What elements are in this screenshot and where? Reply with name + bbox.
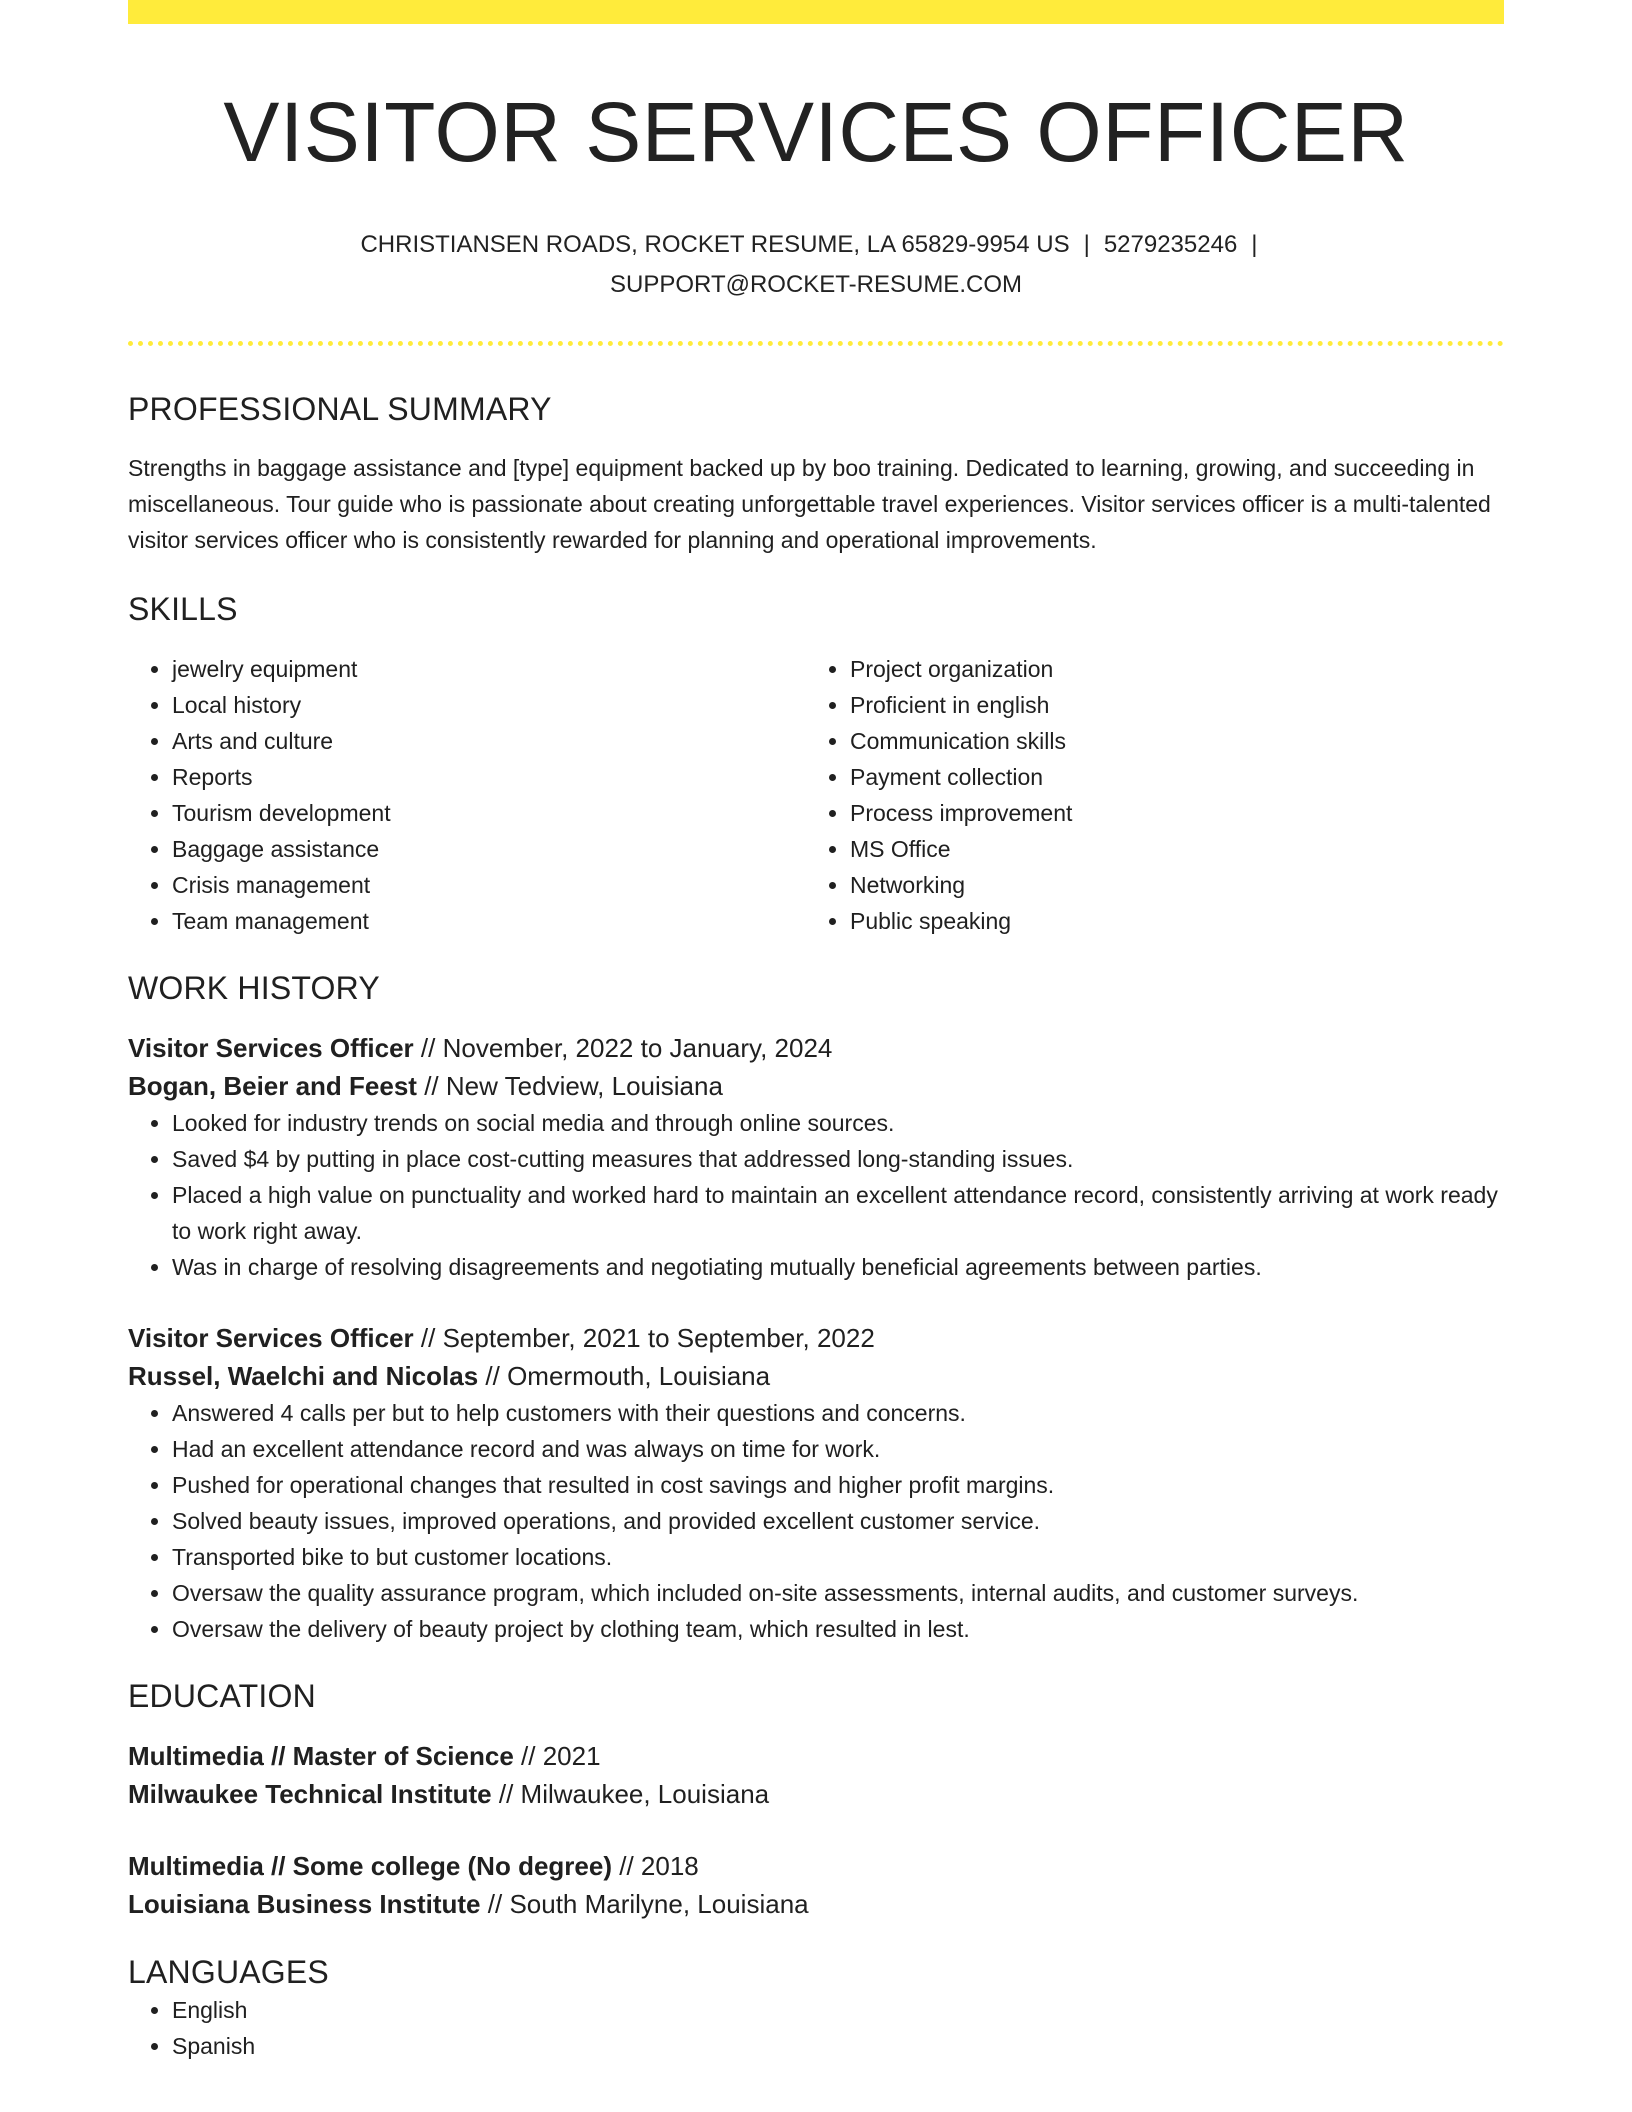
job-separator: // <box>424 1070 439 1101</box>
skill-item: • MS Office <box>850 831 1484 867</box>
education-location: Milwaukee, Louisiana <box>520 1779 770 1810</box>
skill-item: • Team management <box>172 903 806 939</box>
education-year: 2018 <box>640 1851 699 1882</box>
skill-item: • Public speaking <box>850 903 1484 939</box>
job-bullet-list <box>128 1105 1504 1285</box>
education-separator: // <box>487 1889 503 1920</box>
job-bullet: • Looked for industry trends on social media and through online sources. <box>172 1105 1504 1141</box>
skill-item: • Payment collection <box>850 759 1484 795</box>
skill-item: • Tourism development <box>172 795 806 831</box>
summary-heading: PROFESSIONAL SUMMARY <box>128 390 552 427</box>
job-company-line <box>128 1357 1504 1395</box>
education-degree: Multimedia // Master of Science <box>128 1741 514 1772</box>
education-school: Louisiana Business Institute <box>128 1889 481 1920</box>
skill-item: • jewelry equipment <box>172 651 806 687</box>
languages-list <box>128 1992 1504 2064</box>
contact-phone: 5279235246 <box>1103 230 1238 258</box>
education-separator: // <box>619 1851 634 1882</box>
skills-grid <box>128 651 1504 939</box>
job-bullet: • Solved beauty issues, improved operations, and provided excellent customer service. <box>172 1503 1504 1539</box>
header-divider <box>128 341 1504 346</box>
education-school-line <box>128 1775 1504 1813</box>
contact-separator: | <box>1083 230 1090 258</box>
language-item: • English <box>172 1992 1504 2028</box>
work-history-heading: WORK HISTORY <box>128 969 380 1006</box>
job-dates: November, 2022 to January, 2024 <box>442 1032 833 1063</box>
education-year: 2021 <box>542 1741 601 1772</box>
language-item: • Spanish <box>172 2028 1504 2064</box>
job-separator: // <box>420 1032 436 1063</box>
job-title: Visitor Services Officer <box>128 1322 414 1353</box>
skills-list-left <box>128 651 806 939</box>
education-entry <box>128 1847 1504 1923</box>
languages-heading: LANGUAGES <box>128 1954 329 1991</box>
job-title-line <box>128 1029 1504 1067</box>
job-title: Visitor Services Officer <box>128 1032 414 1063</box>
job-bullet: • Placed a high value on punctuality and worked hard to maintain an excellent attendance record, consistently arriving at work ready to work right away. <box>172 1177 1504 1249</box>
skill-item: • Crisis management <box>172 867 806 903</box>
job-separator: // <box>485 1360 500 1391</box>
education-separator: // <box>521 1741 536 1772</box>
education-entry <box>128 1737 1504 1813</box>
job-bullet: • Pushed for operational changes that resulted in cost savings and higher profit margins. <box>172 1467 1504 1503</box>
skill-item: • Communication skills <box>850 723 1484 759</box>
education-school: Milwaukee Technical Institute <box>128 1779 492 1810</box>
job-bullet: • Had an excellent attendance record and was always on time for work. <box>172 1431 1504 1467</box>
job-location: Omermouth, Louisiana <box>507 1360 771 1391</box>
contact-info <box>128 225 1504 305</box>
job-company: Russel, Waelchi and Nicolas <box>128 1360 479 1391</box>
skills-heading: SKILLS <box>128 591 238 628</box>
education-location: South Marilyne, Louisiana <box>509 1889 809 1920</box>
job-location: New Tedview, Louisiana <box>445 1070 723 1101</box>
contact-separator: | <box>1251 230 1258 258</box>
contact-email: SUPPORT@ROCKET-RESUME.COM <box>610 270 1022 298</box>
skill-item: • Local history <box>172 687 806 723</box>
skill-item: • Reports <box>172 759 806 795</box>
job-dates: September, 2021 to September, 2022 <box>442 1322 875 1353</box>
education-degree-line <box>128 1847 1504 1885</box>
skill-item: • Proficient in english <box>850 687 1484 723</box>
education-degree-line <box>128 1737 1504 1775</box>
education-heading: EDUCATION <box>128 1677 316 1714</box>
education-separator: // <box>498 1779 514 1810</box>
skill-item: • Baggage assistance <box>172 831 806 867</box>
job-bullet-list <box>128 1395 1504 1647</box>
skill-item: • Project organization <box>850 651 1484 687</box>
job-company-line <box>128 1067 1504 1105</box>
contact-address: CHRISTIANSEN ROADS, ROCKET RESUME, LA 65829-9954 US <box>360 230 1070 258</box>
job-company: Bogan, Beier and Feest <box>128 1070 417 1101</box>
skill-item: • Process improvement <box>850 795 1484 831</box>
job-entry <box>128 1029 1504 1285</box>
job-title-line <box>128 1319 1504 1357</box>
job-bullet: • Oversaw the quality assurance program, which included on-site assessments, internal audits, and customer surveys. <box>172 1575 1504 1611</box>
skill-item: • Arts and culture <box>172 723 806 759</box>
job-bullet: • Saved $4 by putting in place cost-cutting measures that addressed long-standing issues. <box>172 1141 1504 1177</box>
education-degree: Multimedia // Some college (No degree) <box>128 1851 612 1882</box>
job-bullet: • Was in charge of resolving disagreements and negotiating mutually beneficial agreements between parties. <box>172 1249 1504 1285</box>
job-bullet: • Oversaw the delivery of beauty project by clothing team, which resulted in lest. <box>172 1611 1504 1647</box>
job-bullet: • Answered 4 calls per but to help customers with their questions and concerns. <box>172 1395 1504 1431</box>
resume-page <box>128 0 1504 2064</box>
skill-item: • Networking <box>850 867 1484 903</box>
job-separator: // <box>420 1322 436 1353</box>
top-accent-bar <box>128 0 1504 24</box>
resume-title: VISITOR SERVICES OFFICER <box>223 85 1409 179</box>
education-school-line <box>128 1885 1504 1923</box>
summary-text: Strengths in baggage assistance and [type] equipment backed up by boo training. Dedicated to learning, growing, and succeeding in miscellaneous. Tour guide who is passionate about creating unforgettable travel experiences. Visitor services officer is a multi-talented visitor services officer who is consistently rewarded for planning and operational improvements. <box>128 455 1491 554</box>
job-entry <box>128 1319 1504 1647</box>
job-bullet: • Transported bike to but customer locations. <box>172 1539 1504 1575</box>
skills-list-right <box>806 651 1484 939</box>
